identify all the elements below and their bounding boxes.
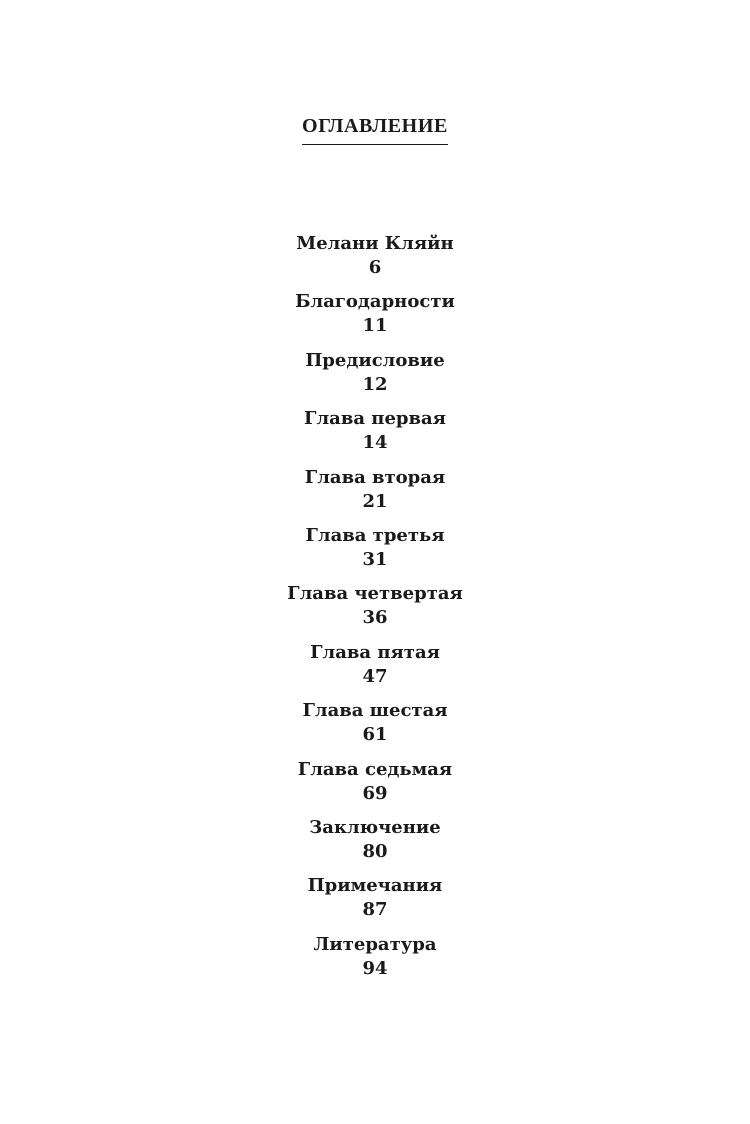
toc-entry <box>0 641 750 699</box>
toc-entry-page: 21 <box>362 490 388 512</box>
toc-entry <box>0 407 750 465</box>
toc-entry-title: Глава первая <box>304 408 446 430</box>
toc-entry-title: Предисловие <box>305 349 445 371</box>
toc-entry-title: Глава третья <box>305 524 445 546</box>
toc-entry <box>0 816 750 874</box>
table-of-contents <box>0 232 750 991</box>
toc-entry <box>0 874 750 932</box>
toc-entry-page: 61 <box>362 724 388 746</box>
toc-entry <box>0 758 750 816</box>
heading-container <box>0 114 750 145</box>
toc-entry-page: 12 <box>362 373 388 395</box>
toc-entry-title: Примечания <box>307 875 443 897</box>
toc-entry <box>0 524 750 582</box>
toc-entry <box>0 933 750 991</box>
toc-entry-page: 80 <box>362 840 388 862</box>
toc-entry-title: Глава пятая <box>310 641 440 663</box>
toc-entry-title: Глава седьмая <box>297 758 453 780</box>
toc-entry <box>0 349 750 407</box>
toc-entry-title: Глава вторая <box>304 466 446 488</box>
toc-entry-page: 87 <box>362 899 388 921</box>
toc-entry-title: Глава шестая <box>302 700 448 722</box>
toc-entry-page: 6 <box>368 257 382 278</box>
page-title: ОГЛАВЛЕНИЕ <box>302 114 448 145</box>
toc-entry <box>0 290 750 348</box>
toc-entry-title: Заключение <box>309 816 441 838</box>
toc-entry-title: Глава четвертая <box>287 583 463 605</box>
toc-entry-page: 69 <box>362 782 388 804</box>
toc-entry-page: 36 <box>362 607 388 629</box>
toc-entry <box>0 582 750 640</box>
toc-entry-page: 11 <box>362 315 388 337</box>
toc-entry-title: Мелани Кляйн <box>296 233 454 254</box>
toc-entry <box>0 466 750 524</box>
toc-entry-page: 31 <box>362 548 388 570</box>
toc-entry <box>0 699 750 757</box>
toc-entry <box>0 232 750 290</box>
toc-entry-page: 94 <box>362 957 388 979</box>
toc-entry-title: Благодарности <box>295 291 455 313</box>
toc-entry-title: Литература <box>313 933 437 955</box>
toc-entry-page: 47 <box>362 665 388 687</box>
toc-entry-page: 14 <box>362 432 388 454</box>
